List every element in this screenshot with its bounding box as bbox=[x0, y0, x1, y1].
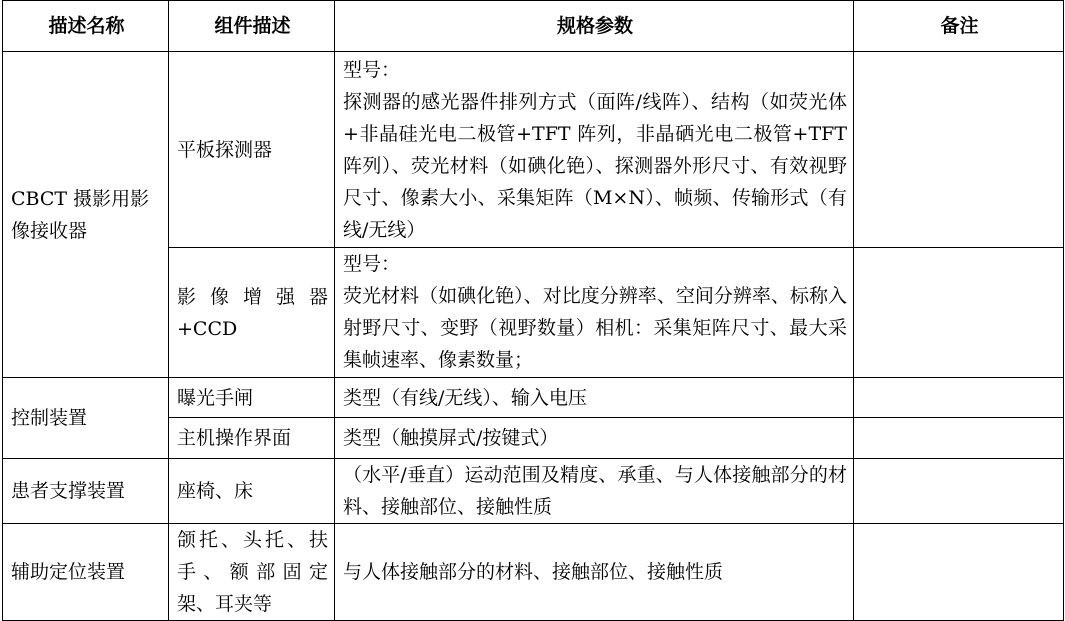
note-cell bbox=[854, 378, 1064, 418]
header-note: 备注 bbox=[854, 1, 1064, 52]
header-spec: 规格参数 bbox=[335, 1, 854, 52]
component-line: +CCD bbox=[177, 317, 238, 340]
spec-cell: 类型（有线/无线）、输入电压 bbox=[335, 378, 854, 418]
spec-cell: （水平/垂直）运动范围及精度、承重、与人体接触部分的材料、接触部位、接触性质 bbox=[335, 459, 854, 524]
component-cell: 颌托、头托、扶手、额部固定架、耳夹等 bbox=[169, 524, 335, 621]
header-row bbox=[3, 1, 1064, 52]
note-cell bbox=[854, 248, 1064, 378]
table-row bbox=[3, 524, 1064, 621]
category-cell: 控制装置 bbox=[3, 378, 169, 459]
component-cell: 主机操作界面 bbox=[169, 418, 335, 459]
table-row bbox=[3, 459, 1064, 524]
spec-table bbox=[2, 0, 1064, 621]
category-cell: CBCT 摄影用影像接收器 bbox=[3, 52, 169, 378]
component-cell: 平板探测器 bbox=[169, 52, 335, 248]
spec-cell: 型号： 荧光材料（如碘化铯）、对比度分辨率、空间分辨率、标称入射野尺寸、变野（视野数量）相机：采集矩阵尺寸、最大采集帧速率、像素数量； bbox=[335, 248, 854, 378]
note-cell bbox=[854, 52, 1064, 248]
component-cell: 曝光手闸 bbox=[169, 378, 335, 418]
category-cell: 患者支撑装置 bbox=[3, 459, 169, 524]
spec-cell: 与人体接触部分的材料、接触部位、接触性质 bbox=[335, 524, 854, 621]
header-name: 描述名称 bbox=[3, 1, 169, 52]
spec-cell: 类型（触摸屏式/按键式） bbox=[335, 418, 854, 459]
table-row bbox=[3, 52, 1064, 248]
component-cell bbox=[169, 248, 335, 378]
component-line: 影 像 增 强 器 bbox=[177, 285, 328, 308]
category-cell: 辅助定位装置 bbox=[3, 524, 169, 621]
table-row bbox=[3, 378, 1064, 418]
note-cell bbox=[854, 459, 1064, 524]
component-cell: 座椅、床 bbox=[169, 459, 335, 524]
note-cell bbox=[854, 418, 1064, 459]
note-cell bbox=[854, 524, 1064, 621]
spec-cell: 型号： 探测器的感光器件排列方式（面阵/线阵）、结构（如荧光体+非晶硅光电二极管+TFT 阵列，非晶硒光电二极管+TFT 阵列）、荧光材料（如碘化铯）、探测器外形尺寸、有效视野尺寸、像素大小、采集矩阵（M×N）、帧频、传输形式（有线/无线） bbox=[335, 52, 854, 248]
header-component: 组件描述 bbox=[169, 1, 335, 52]
